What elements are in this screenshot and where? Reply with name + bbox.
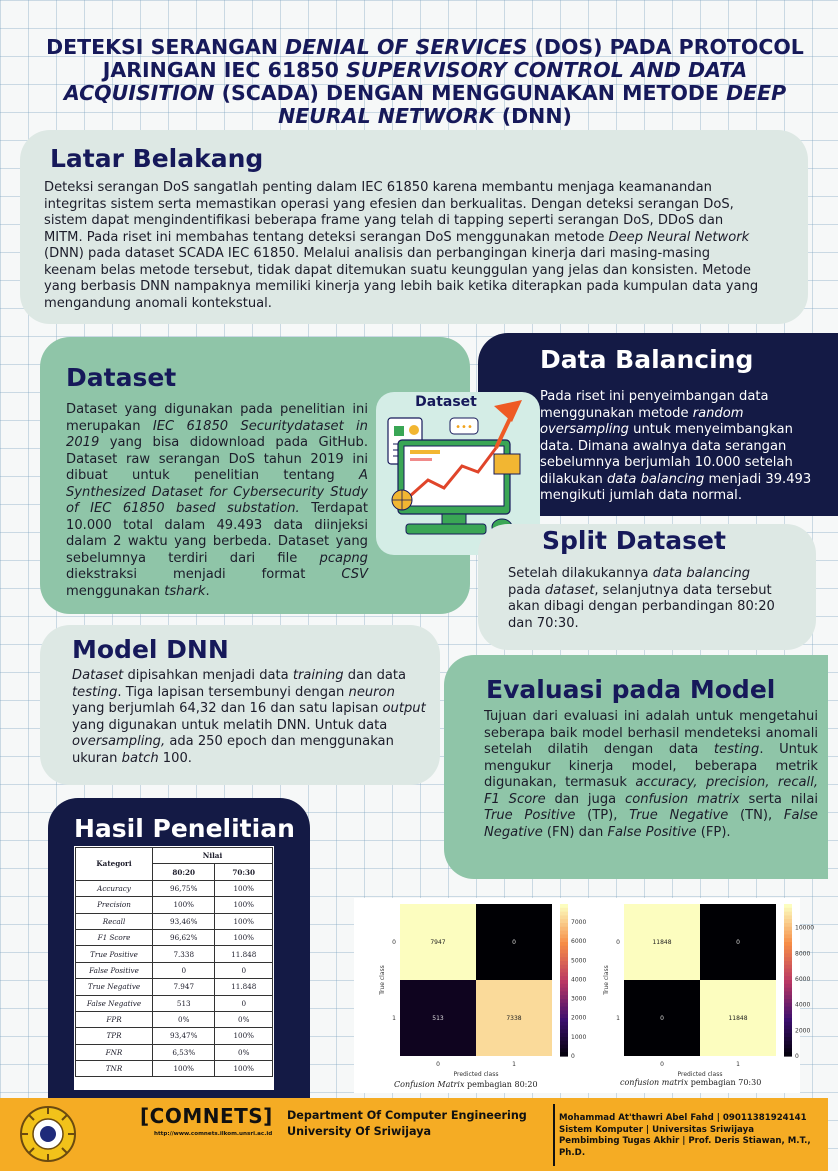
colorbar-segment [560,1026,568,1030]
colorbar-segment [784,1037,792,1041]
colorbar-segment [784,995,792,999]
colorbar-segment [784,1022,792,1026]
colorbar-tick: 10000 [795,924,815,932]
colorbar-segment [784,942,792,946]
colorbar-segment [560,915,568,919]
latar-belakang-text: Deteksi serangan DoS sangatlah penting dalam IEC 61850 karena membantu menjaga keamanandan integritas sistem serta memastikan operasi yang efesien dan berkualitas. Dengan deteksi serangan DoS, sistem dapat mengindentifikasi beberapa frame yang telah di tapping seperti serangan DoS, DDoS dan MITM. Pada riset ini membahas tentang deteksi serangan DoS menggunakan metode Deep Neural Network (DNN) pada dataset SCADA IEC 61850. Melalui analisis dan perbangingan kinerja dari masing-masing keenam belas metode tersebut, tidak dapat ditemukan suatu keunggulan yang jelas dan konsisten. Metode yang berbasis DNN nampaknya memiliki kinerja yang lebih baik ketika diterapkan pada kumpulan data yang mengandung anomali kontekstual. [44,180,759,311]
row-kategori: TNR [76,1061,153,1077]
colorbar-segment [560,934,568,938]
heatmap-value: 11848 [728,1015,748,1022]
row-kategori: Precision [76,897,153,913]
colorbar-segment [784,991,792,995]
colorbar-segment [784,1010,792,1014]
row-70-30: 100% [215,1061,273,1077]
colorbar-segment [560,1003,568,1007]
row-70-30: 0% [215,1011,273,1027]
row-80-20: 96,62% [153,929,215,945]
colorbar-segment [560,984,568,988]
y-tick-label: 1 [616,1015,620,1022]
colorbar-tick: 1000 [571,1033,587,1041]
comnets-logo: [COMNETS] [140,1104,273,1128]
colorbar-tick: 4000 [571,976,587,984]
colorbar-segment [784,919,792,923]
colorbar-segment [560,938,568,942]
table-row [76,1061,273,1077]
heatmap-value: 7338 [506,1015,522,1022]
colorbar-segment [784,999,792,1003]
table-row [76,979,273,995]
x-axis-label: Predicted class [453,1071,499,1078]
x-tick-label: 1 [512,1061,516,1068]
comnets-url[interactable]: http://www.comnets.ilkom.unsri.ac.id [154,1131,273,1137]
table-row [76,880,273,896]
colorbar-segment [784,931,792,935]
colorbar-segment [560,912,568,916]
table-row [76,897,273,913]
colorbar-segment [784,1014,792,1018]
colorbar-segment [784,976,792,980]
colorbar-segment [560,991,568,995]
colorbar-segment [784,1045,792,1049]
colorbar-segment [784,946,792,950]
table-row [76,962,273,978]
colorbar-segment [560,950,568,954]
colorbar-segment [784,984,792,988]
colorbar-segment [560,1052,568,1056]
row-80-20: 93,47% [153,1028,215,1044]
latar-belakang-heading: Latar Belakang [50,144,264,173]
colorbar-segment [784,923,792,927]
row-80-20: 6,53% [153,1044,215,1060]
colorbar-segment [560,946,568,950]
row-kategori: Accuracy [76,880,153,896]
colorbar-segment [784,934,792,938]
data-balancing-text: Pada riset ini penyeimbangan data menggunakan metode random oversampling untuk menyeimbangkan data. Dimana awalnya data serangan sebelumnya berjumlah 10.000 setelah dilakukan data balancing menjadi 39.493 mengikuti jumlah data normal. [540,389,812,503]
svg-text:•••: ••• [455,422,473,433]
heatmap-value: 0 [660,1015,664,1022]
x-tick-label: 1 [736,1061,740,1068]
row-kategori: TPR [76,1028,153,1044]
row-70-30: 0% [215,1044,273,1060]
row-kategori: FNR [76,1044,153,1060]
colorbar-segment [560,931,568,935]
colorbar-segment [784,1026,792,1030]
row-70-30: 0 [215,995,273,1011]
colorbar-segment [560,995,568,999]
colorbar-segment [560,980,568,984]
dataset-text: Dataset yang digunakan pada penelitian ini merupakan IEC 61850 Securitydataset in 2019 yang bisa didownload pada GitHub. Dataset raw serangan DoS tahun 2019 ini dibuat untuk penelitian tentang A Synthesized Dataset for Cybersecurity Study of IEC 61850 based substation. Terdapat 10.000 total dalam 49.493 data diinjeksi dalam 2 waktu yang berbeda. Dataset yang sebelumnya terdiri dari file pcapng diekstraksi menjadi format CSV menggunakan tshark. [66,402,368,599]
colorbar-segment [560,927,568,931]
row-kategori: False Positive [76,962,153,978]
table-row [76,1011,273,1027]
row-80-20: 100% [153,897,215,913]
latar-belakang-card [20,130,808,324]
colorbar-segment [784,927,792,931]
colorbar-segment [560,919,568,923]
colorbar-segment [560,1007,568,1011]
confusion-matrix-70-30 [578,898,815,1078]
footer [0,1098,828,1171]
results-table-wrap [74,846,274,1090]
colorbar-segment [784,908,792,912]
confusion-matrix-80-20 [354,898,587,1078]
row-kategori: False Negative [76,995,153,1011]
colorbar-segment [560,988,568,992]
row-70-30: 100% [215,1028,273,1044]
row-70-30: 0 [215,962,273,978]
caption-80-20: Confusion Matrix pembagian 80:20 [394,1080,538,1089]
evaluasi-heading: Evaluasi pada Model [486,675,776,704]
colorbar-segment [560,957,568,961]
evaluasi-card [444,655,828,879]
illustration-label: Dataset [415,394,477,410]
table-row [76,946,273,962]
data-balancing-heading: Data Balancing [540,345,754,374]
colorbar-tick: 0 [795,1053,799,1060]
row-kategori: True Positive [76,946,153,962]
x-tick-label: 0 [660,1061,664,1068]
heatmap-value: 0 [512,939,516,946]
row-70-30: 100% [215,880,273,896]
colorbar-segment [784,904,792,908]
colorbar-segment [784,961,792,965]
colorbar-segment [560,904,568,908]
colorbar-segment [784,1041,792,1045]
row-70-30: 100% [215,929,273,945]
heatmap-value: 11848 [652,939,672,946]
colorbar-tick: 2000 [795,1027,811,1035]
colorbar-segment [560,1029,568,1033]
split-dataset-text: Setelah dilakukannya data balancing pada dataset, selanjutnya data tersebut akan dibagi dengan perbandingan 80:20 dan 70:30. [508,566,775,631]
y-axis-label: True class [379,965,386,995]
colorbar-segment [560,999,568,1003]
university-seal-icon [16,1104,80,1164]
colorbar-segment [560,965,568,969]
colorbar-segment [560,1022,568,1026]
colorbar-tick: 6000 [571,938,587,946]
heatmap-value: 7947 [430,939,446,946]
col-nilai: Nilai [153,848,273,864]
colorbar-segment [784,1048,792,1052]
row-80-20: 0% [153,1011,215,1027]
colorbar-tick: 7000 [571,919,587,927]
colorbar-segment [560,1048,568,1052]
heatmap-value: 513 [432,1015,444,1022]
footer-divider [553,1104,555,1166]
hasil-heading: Hasil Penelitian [74,814,295,843]
row-80-20: 0 [153,962,215,978]
colorbar-tick: 6000 [795,976,811,984]
colorbar-segment [784,972,792,976]
colorbar-segment [784,938,792,942]
model-dnn-heading: Model DNN [72,635,229,664]
table-row [76,1028,273,1044]
colorbar-segment [560,908,568,912]
colorbar-segment [560,976,568,980]
row-80-20: 93,46% [153,913,215,929]
row-80-20: 7.947 [153,979,215,995]
colorbar-tick: 8000 [795,950,811,958]
row-kategori: FPR [76,1011,153,1027]
y-axis-label: True class [603,965,610,995]
colorbar-segment [784,1033,792,1037]
colorbar-segment [784,965,792,969]
colorbar-segment [560,1010,568,1014]
colorbar-segment [560,961,568,965]
x-tick-label: 0 [436,1061,440,1068]
y-tick-label: 0 [616,939,620,946]
colorbar-tick: 4000 [795,1001,811,1009]
colorbar-segment [784,1003,792,1007]
colorbar-tick: 2000 [571,1014,587,1022]
row-80-20: 7.338 [153,946,215,962]
row-80-20: 513 [153,995,215,1011]
colorbar-segment [784,912,792,916]
caption-70-30: confusion matrix pembagian 70:30 [620,1078,762,1087]
table-row [76,913,273,929]
row-70-30: 11.848 [215,979,273,995]
colorbar-segment [784,1018,792,1022]
dataset-heading: Dataset [66,363,177,392]
colorbar-tick: 3000 [571,995,587,1003]
colorbar-segment [560,1045,568,1049]
heatmap-value: 0 [736,939,740,946]
table-row [76,929,273,945]
row-70-30: 100% [215,897,273,913]
colorbar-segment [784,980,792,984]
colorbar-segment [784,1029,792,1033]
colorbar-tick: 5000 [571,957,587,965]
col-70-30: 70:30 [215,864,273,880]
col-80-20: 80:20 [153,864,215,880]
y-tick-label: 0 [392,939,396,946]
poster-title: DETEKSI SERANGAN DENIAL OF SERVICES (DOS) PADA PROTOCOL JARINGAN IEC 61850 SUPERVISORY CONTROL AND DATA ACQUISITION (SCADA) DENGAN MENGGUNAKAN METODE DEEP NEURAL NETWORK (DNN) [46,35,804,128]
colorbar-segment [560,1014,568,1018]
row-kategori: True Negative [76,979,153,995]
colorbar-segment [784,1007,792,1011]
split-dataset-card [478,524,816,650]
table-row [76,1044,273,1060]
row-70-30: 11.848 [215,946,273,962]
colorbar-segment [784,988,792,992]
col-kategori: Kategori [76,848,153,881]
model-dnn-card [40,625,440,785]
y-tick-label: 1 [392,1015,396,1022]
confusion-matrix-panel [354,898,815,1093]
model-dnn-text: Dataset dipisahkan menjadi data training dan data testing. Tiga lapisan tersembunyi dengan neuron yang berjumlah 64,32 dan 16 dan satu lapisan output yang digunakan untuk melatih DNN. Untuk data oversampling, ada 250 epoch dan menggunakan ukuran batch 100. [72,668,426,766]
evaluasi-text: Tujuan dari evaluasi ini adalah untuk mengetahui seberapa baik model berhasil mendeteksi anomali setelah dilatih dengan data testing. Untuk mengukur kinerja model, beberapa metrik digunakan, termasuk accuracy, precision, recall, F1 Score dan juga confusion matrix serta nilai True Positive (TP), True Negative (TN), False Negative (FN) dan False Positive (FP). [484,709,818,840]
colorbar-segment [784,915,792,919]
row-kategori: F1 Score [76,929,153,945]
colorbar-segment [784,969,792,973]
colorbar-segment [784,1052,792,1056]
colorbar-segment [784,950,792,954]
colorbar-tick: 0 [571,1053,575,1060]
colorbar-segment [784,957,792,961]
split-dataset-heading: Split Dataset [542,526,726,555]
row-70-30: 100% [215,913,273,929]
row-kategori: Recall [76,913,153,929]
colorbar-segment [560,942,568,946]
colorbar-segment [560,1037,568,1041]
colorbar-segment [560,1041,568,1045]
colorbar-segment [560,953,568,957]
row-80-20: 96,75% [153,880,215,896]
colorbar-segment [560,923,568,927]
colorbar-segment [560,1033,568,1037]
colorbar-segment [560,972,568,976]
x-axis-label: Predicted class [677,1071,723,1078]
author-info: Mohammad At'thawri Abel Fahd | 09011381924141 Sistem Komputer | Universitas Sriwijaya Pembimbing Tugas Akhir | Prof. Deris Stiawan, M.T., Ph.D. [559,1113,811,1158]
colorbar-segment [560,1018,568,1022]
colorbar-segment [784,953,792,957]
department-info: Department Of Computer Engineering University Of Sriwijaya [287,1109,527,1138]
results-table [75,847,273,1077]
colorbar-segment [560,969,568,973]
table-row [76,995,273,1011]
row-80-20: 100% [153,1061,215,1077]
